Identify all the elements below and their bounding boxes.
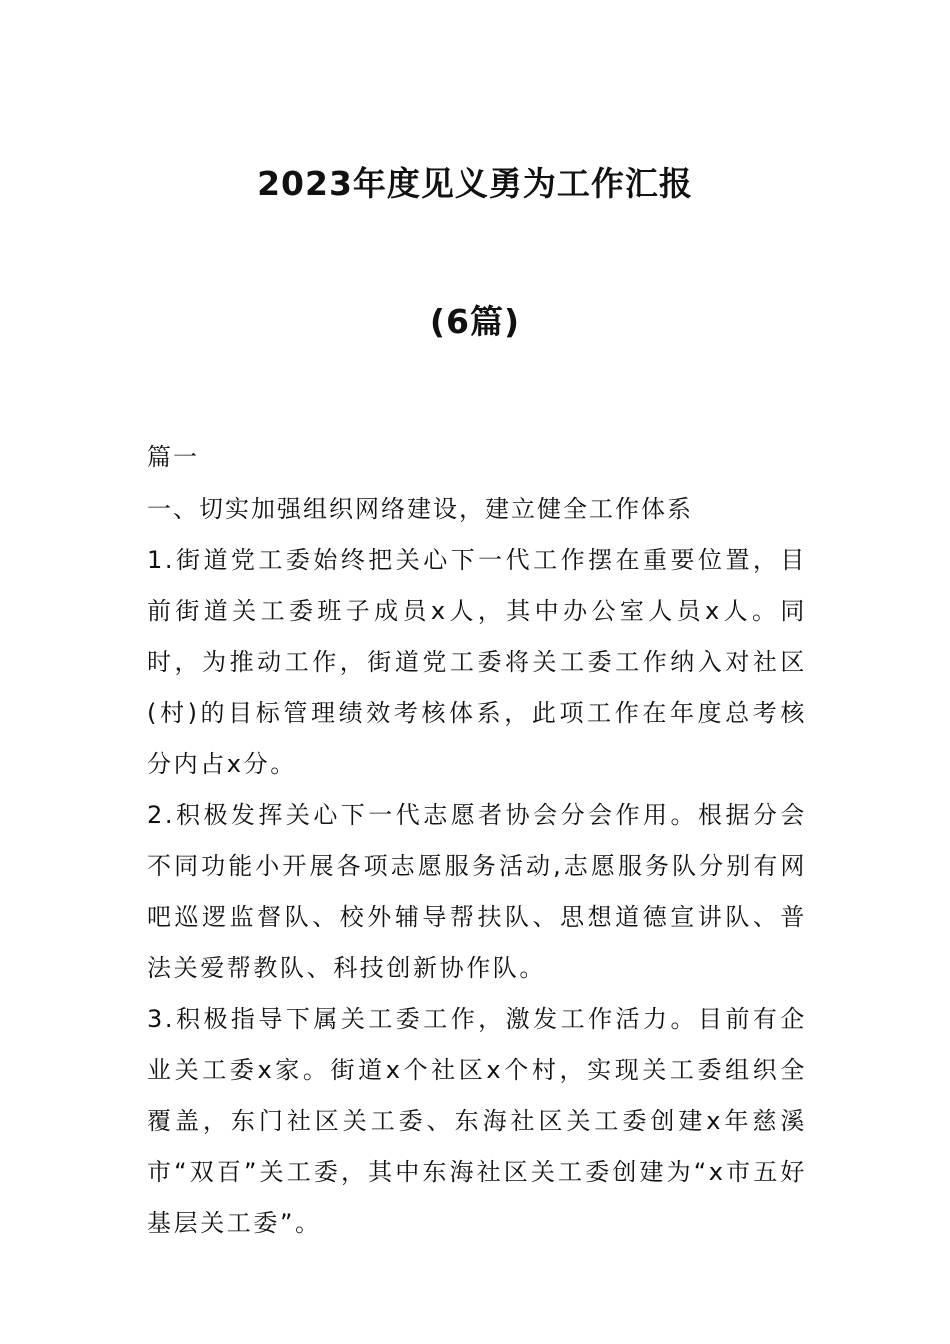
section-label: 篇一 [147, 443, 199, 471]
document-body [147, 431, 807, 1249]
paragraph-1: 1.街道党工委始终把关心下一代工作摆在重要位置，目前街道关工委班子成员x人，其中办公室人员x人。同时，为推动工作，街道党工委将关工委工作纳入对社区(村)的目标管理绩效考核体系，此项工作在年度总考核分内占x分。 [147, 546, 807, 778]
document-subtitle: (6篇) [429, 302, 521, 341]
paragraph-3: 3.积极指导下属关工委工作，激发工作活力。目前有企业关工委x家。街道x个社区x个村，实现关工委组织全覆盖，东门社区关工委、东海社区关工委创建x年慈溪市“双百”关工委，其中东海社区关工委创建为“x市五好基层关工委”。 [147, 1005, 807, 1237]
section-heading: 一、切实加强组织网络建设，建立健全工作体系 [147, 495, 693, 523]
document-title: 2023年度见义勇为工作汇报 [257, 164, 693, 203]
paragraph-2: 2.积极发挥关心下一代志愿者协会分会作用。根据分会不同功能小开展各项志愿服务活动,志愿服务队分别有网吧巡逻监督队、校外辅导帮扶队、思想道德宣讲队、普法关爱帮教队、科技创新协作队。 [147, 801, 807, 982]
